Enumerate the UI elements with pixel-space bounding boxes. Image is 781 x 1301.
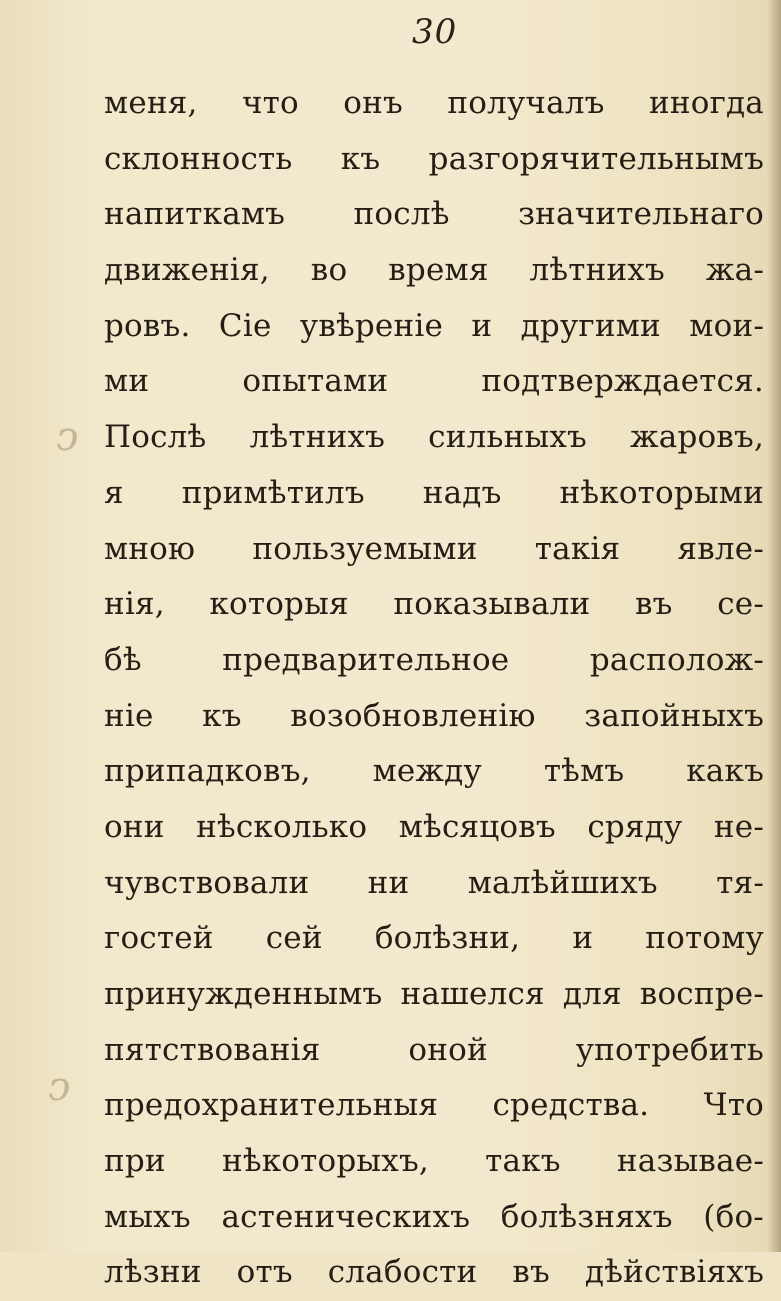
text-line: лѣзни отъ слабости въ дѣйствіяхъ xyxy=(104,1254,764,1291)
text-line: они нѣсколько мѣсяцовъ сряду не- xyxy=(104,808,764,845)
text-line: принужденнымъ нашелся для воспре- xyxy=(104,976,764,1012)
text-line: гостей сей болѣзни, и потому xyxy=(104,920,764,957)
text-line: припадковъ, между тѣмъ какъ xyxy=(104,753,764,790)
text-line: пятствованія оной употребить xyxy=(104,1031,764,1068)
text-line: предохранительныя средства. Что xyxy=(104,1087,764,1124)
text-line: чувствовали ни малѣйшихъ тя- xyxy=(104,864,764,901)
text-line: Послѣ лѣтнихъ сильныхъ жаровъ, xyxy=(104,419,764,456)
text-line: при нѣкоторыхъ, такъ называе- xyxy=(104,1143,764,1180)
text-line: нія, которыя показывали въ се- xyxy=(104,586,764,623)
text-line: бѣ предварительное располож- xyxy=(104,641,764,678)
margin-pencil-mark: ↄ xyxy=(48,1064,71,1110)
text-line: напиткамъ послѣ значительнаго xyxy=(104,196,764,233)
text-line: ніе къ возобновленію запойныхъ xyxy=(104,697,764,734)
page-number: 30 xyxy=(412,12,458,52)
text-line: меня, что онъ получалъ иногда xyxy=(104,85,764,121)
margin-pencil-mark: ↄ xyxy=(56,414,79,460)
text-line: я примѣтилъ надъ нѣкоторыми xyxy=(104,474,764,511)
body-text xyxy=(104,76,764,1301)
text-line: ровъ. Сіе увѣреніе и другими мои- xyxy=(104,307,764,344)
text-line: мыхъ астеническихъ болѣзняхъ (бо- xyxy=(104,1198,764,1235)
page-edge-shadow xyxy=(767,0,781,1252)
text-line: ми опытами подтверждается. xyxy=(104,363,764,400)
text-line: мною пользуемыми такія явле- xyxy=(104,530,764,567)
text-line: движенія, во время лѣтнихъ жа- xyxy=(104,252,764,289)
text-line: склонность къ разгорячительнымъ xyxy=(104,140,764,177)
